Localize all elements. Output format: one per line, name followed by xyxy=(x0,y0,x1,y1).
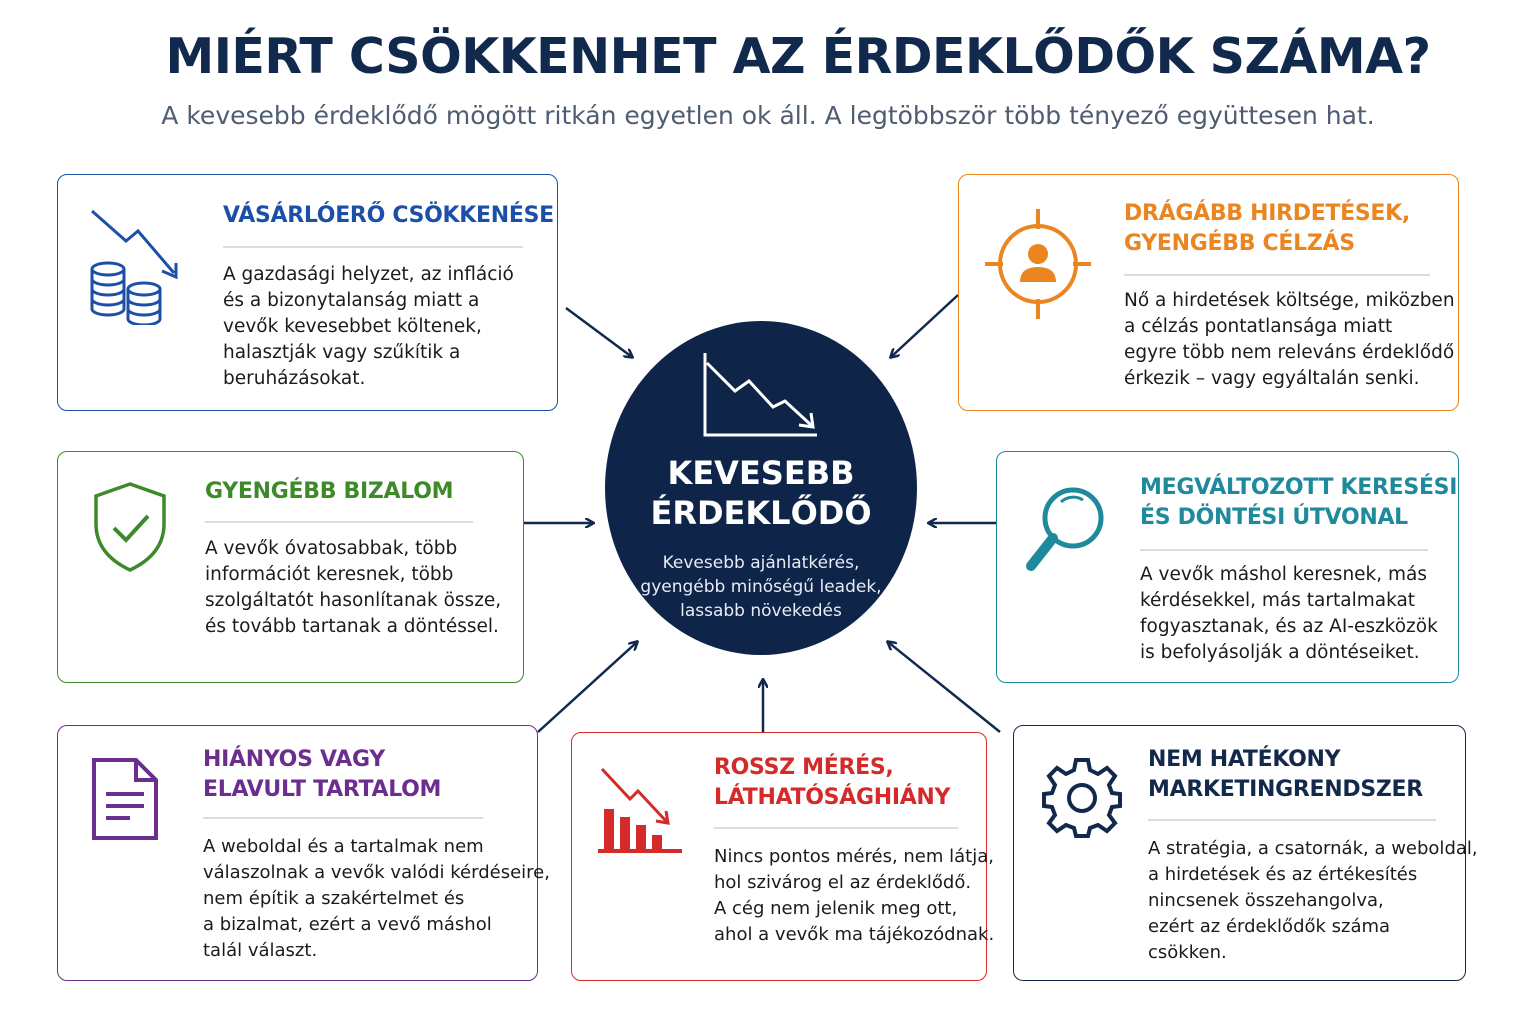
divider xyxy=(1124,274,1430,276)
divider xyxy=(1140,549,1428,551)
magnifier-icon xyxy=(1023,482,1111,578)
shield-check-icon xyxy=(90,480,170,574)
divider xyxy=(714,827,958,829)
card-body-line: egyre több nem releváns érdeklődő xyxy=(1124,342,1455,363)
downtrend-chart-icon xyxy=(699,349,829,441)
page-title: MIÉRT CSÖKKENHET AZ ÉRDEKLŐDŐK SZÁMA? xyxy=(165,28,1431,85)
card-body-line: kérdésekkel, más tartalmakat xyxy=(1140,590,1416,611)
card-title-line: ÉS DÖNTÉSI ÚTVONAL xyxy=(1140,505,1408,530)
arrow-ads xyxy=(891,295,958,357)
center-title xyxy=(605,453,917,533)
card-title-line: GYENGÉBB CÉLZÁS xyxy=(1124,231,1355,256)
card-body-line: információt keresnek, több xyxy=(205,564,454,585)
card-body-line: válaszolnak a vevők valódi kérdéseire, xyxy=(203,862,550,883)
card-marketing-system xyxy=(1013,725,1478,981)
card-body-line: A stratégia, a csatornák, a weboldal, xyxy=(1148,838,1478,859)
card-body-line: hol szivárog el az érdeklődő. xyxy=(714,872,972,893)
card-title xyxy=(205,477,453,507)
card-body-line: A gazdasági helyzet, az infláció xyxy=(223,264,514,285)
card-title-line: HIÁNYOS VAGY xyxy=(203,747,385,772)
card-ads-targeting xyxy=(958,174,1459,411)
center-body-line: gyengébb minőségű leadek, xyxy=(640,577,882,597)
divider xyxy=(1148,819,1436,821)
card-body xyxy=(1148,836,1478,966)
card-purchasing-power xyxy=(57,174,558,411)
gear-icon xyxy=(1040,756,1124,840)
page-subtitle: A kevesebb érdeklődő mögött ritkán egyetlen ok áll. A legtöbbször több tényező együttesen hat. xyxy=(161,101,1375,130)
center-title-line: KEVESEBB xyxy=(667,454,855,492)
divider xyxy=(203,817,483,819)
card-body-line: a hirdetések és az értékesítés xyxy=(1148,864,1418,885)
coins-downtrend-icon xyxy=(86,207,188,325)
card-body-line: A vevők óvatosabbak, több xyxy=(205,538,458,559)
card-body xyxy=(714,844,994,948)
divider xyxy=(223,246,523,248)
card-measurement xyxy=(571,732,995,981)
card-title xyxy=(1148,745,1423,805)
card-body-line: nem építik a szakértelmet és xyxy=(203,888,465,909)
card-body-line: Nő a hirdetések költsége, miközben xyxy=(1124,290,1455,311)
card-body xyxy=(203,834,550,964)
arrow-content xyxy=(538,642,637,732)
arrow-purchasing-power xyxy=(566,308,632,357)
card-title xyxy=(714,753,950,813)
card-body xyxy=(205,536,501,640)
document-icon xyxy=(90,756,162,842)
card-title xyxy=(1124,199,1410,259)
card-title xyxy=(223,201,554,231)
card-title-line: GYENGÉBB BIZALOM xyxy=(205,479,454,504)
card-body xyxy=(223,262,514,392)
target-person-icon xyxy=(983,205,1093,323)
center-description xyxy=(605,551,917,623)
card-body-line: is befolyásolják a döntéseiket. xyxy=(1140,642,1420,663)
card-title-line: LÁTHATÓSÁGHIÁNY xyxy=(714,785,951,810)
card-body-line: Nincs pontos mérés, nem látja, xyxy=(714,846,994,867)
card-body-line: A weboldal és a tartalmak nem xyxy=(203,836,484,857)
card-title-line: MARKETINGRENDSZER xyxy=(1148,777,1423,802)
card-search-path xyxy=(996,451,1459,683)
card-title-line: MEGVÁLTOZOTT KERESÉSI xyxy=(1140,475,1458,500)
card-body-line: szolgáltatót hasonlítanak össze, xyxy=(205,590,502,611)
card-body-line: a bizalmat, ezért a vevő máshol xyxy=(203,914,492,935)
card-body-line: ahol a vevők ma tájékozódnak. xyxy=(714,924,995,945)
card-title-line: ROSSZ MÉRÉS, xyxy=(714,755,894,780)
card-body-line: vevők kevesebbet költenek, xyxy=(223,316,482,337)
card-body-line: csökken. xyxy=(1148,942,1227,963)
card-title-line: DRÁGÁBB HIRDETÉSEK, xyxy=(1124,201,1410,226)
card-title xyxy=(203,745,441,805)
card-body-line: A cég nem jelenik meg ott, xyxy=(714,898,958,919)
card-body-line: fogyasztanak, és az AI-eszközök xyxy=(1140,616,1438,637)
center-title-line: ÉRDEKLŐDŐ xyxy=(650,494,872,532)
card-body xyxy=(1140,562,1438,666)
center-body-line: Kevesebb ajánlatkérés, xyxy=(662,553,860,573)
card-trust xyxy=(57,451,524,683)
card-title-line: NEM HATÉKONY xyxy=(1148,747,1341,772)
card-title-line: ELAVULT TARTALOM xyxy=(203,777,442,802)
card-title-line: VÁSÁRLÓERŐ CSÖKKENÉSE xyxy=(223,203,554,228)
card-body-line: ezért az érdeklődők száma xyxy=(1148,916,1391,937)
center-body-line: lassabb növekedés xyxy=(680,601,842,621)
arrow-marketing xyxy=(888,642,1000,732)
center-circle xyxy=(605,321,917,655)
card-body-line: nincsenek összehangolva, xyxy=(1148,890,1384,911)
card-body xyxy=(1124,288,1455,392)
card-title xyxy=(1140,473,1457,533)
card-body-line: A vevők máshol keresnek, más xyxy=(1140,564,1428,585)
card-body-line: a célzás pontatlansága miatt xyxy=(1124,316,1393,337)
card-body-line: halasztják vagy szűkítik a xyxy=(223,342,461,363)
bar-chart-decline-icon xyxy=(596,765,686,857)
card-body-line: talál választ. xyxy=(203,940,318,961)
card-body-line: beruházásokat. xyxy=(223,368,366,389)
divider xyxy=(205,521,473,523)
card-content xyxy=(57,725,550,981)
card-body-line: és a bizonytalanság miatt a xyxy=(223,290,480,311)
card-body-line: érkezik – vagy egyáltalán senki. xyxy=(1124,368,1420,389)
card-body-line: és tovább tartanak a döntéssel. xyxy=(205,616,499,637)
